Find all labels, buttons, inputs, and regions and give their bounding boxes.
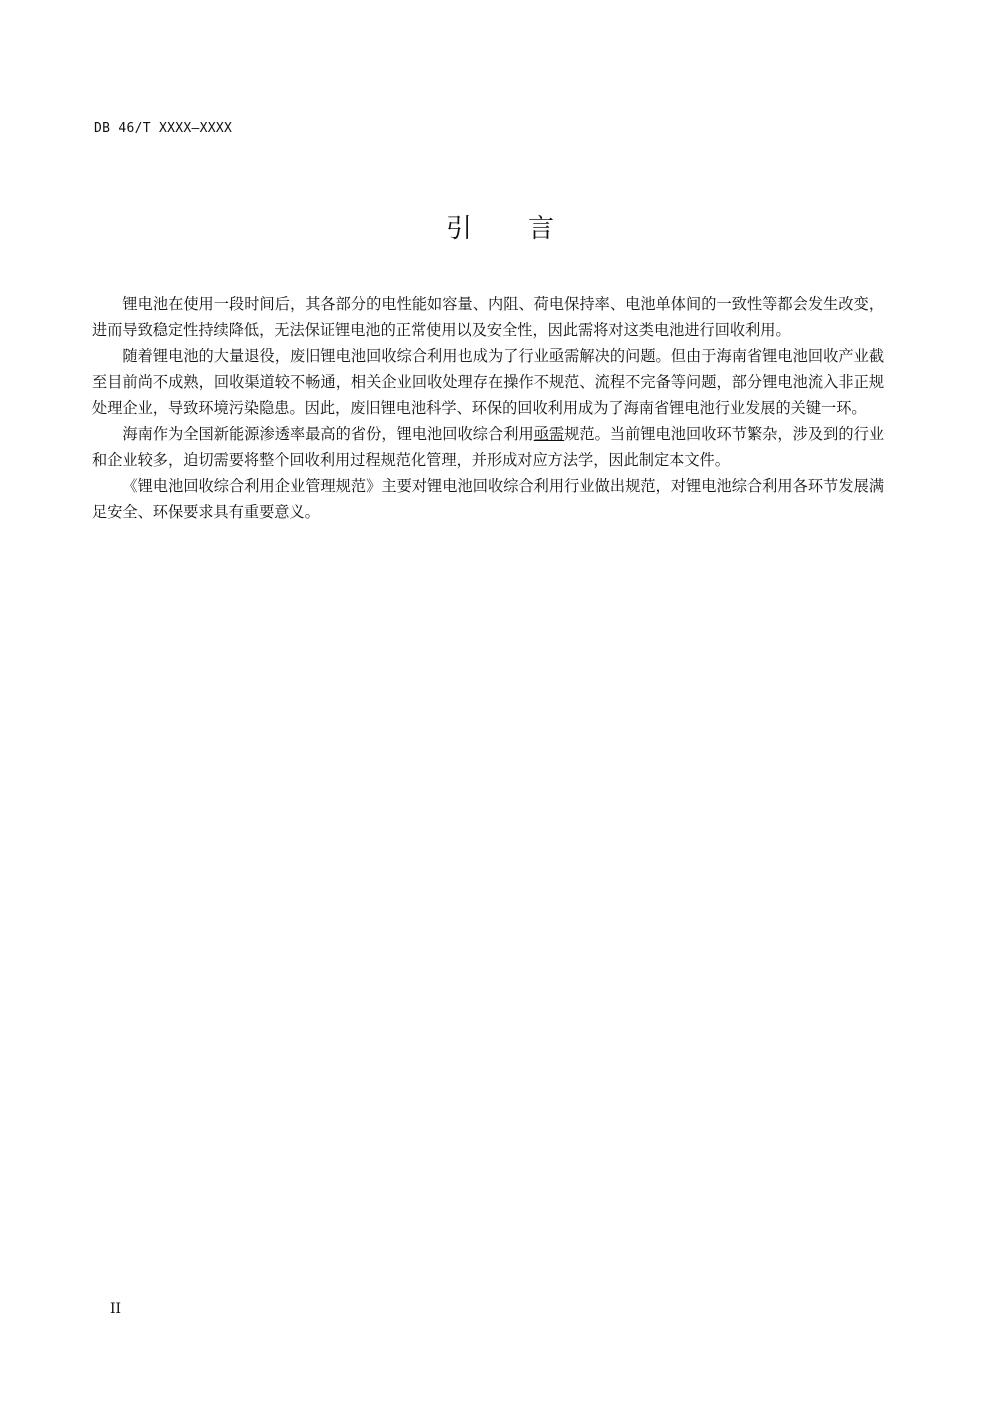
- introduction-body: [92, 291, 884, 525]
- paragraph-4: 《锂电池回收综合利用企业管理规范》主要对锂电池回收综合利用行业做出规范，对锂电池综合利用各环节发展满足安全、环保要求具有重要意义。: [92, 477, 884, 521]
- paragraph-2: 随着锂电池的大量退役，废旧锂电池回收综合利用也成为了行业亟需解决的问题。但由于海南省锂电池回收产业截至目前尚不成熟，回收渠道较不畅通，相关企业回收处理存在操作不规范、流程不完备等问题，部分锂电池流入非正规处理企业，导致环境污染隐患。因此，废旧锂电池科学、环保的回收利用成为了海南省锂电池行业发展的关键一环。: [92, 347, 884, 417]
- standard-code: DB 46/T XXXX—XXXX: [94, 121, 233, 136]
- paragraph-1: 锂电池在使用一段时间后，其各部分的电性能如容量、内阻、荷电保持率、电池单体间的一致性等都会发生改变，进而导致稳定性持续降低，无法保证锂电池的正常使用以及安全性，因此需将对这类电池进行回收利用。: [92, 295, 884, 339]
- underlined-term: 亟需: [533, 425, 565, 443]
- paragraph-3-part-2: 规范。当前锂电池回收环节繁杂，涉及到的行业和企业较多，迫切需要将整个回收利用过程规范化管理，并形成对应方法学，因此制定本文件。: [92, 425, 885, 469]
- paragraph-3-part-1: 海南作为全国新能源渗透率最高的省份，锂电池回收综合利用: [122, 425, 534, 443]
- paragraph-3: [92, 421, 884, 473]
- page-number: II: [110, 1301, 122, 1317]
- page-title: 引言: [445, 214, 610, 244]
